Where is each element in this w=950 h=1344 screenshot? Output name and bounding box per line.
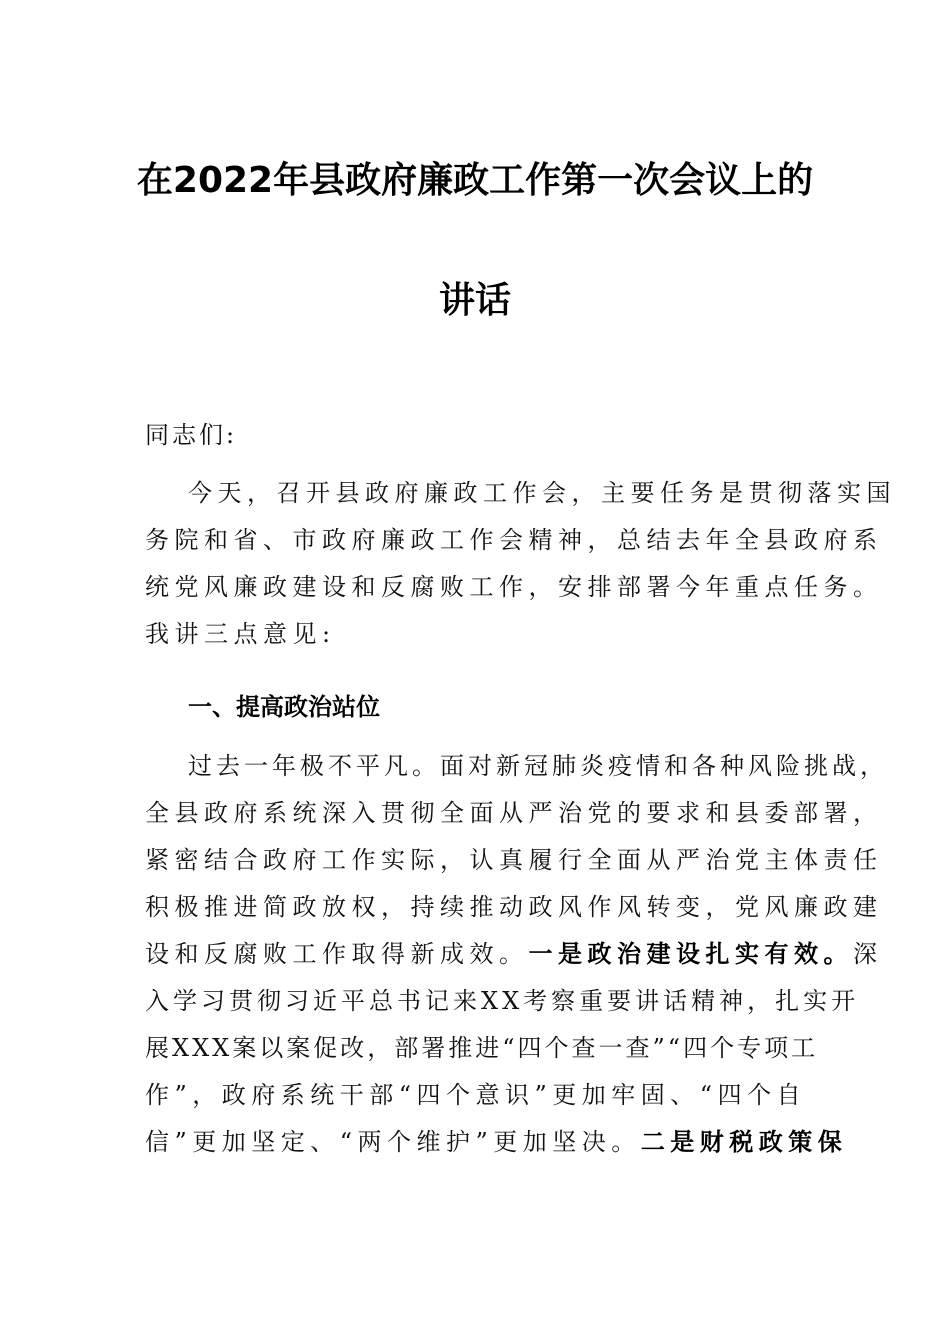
- paragraph-line: [145, 931, 883, 978]
- paragraph-text: 设和反腐败工作取得新成效。: [145, 940, 529, 968]
- document-title-line-1: 在2022年县政府廉政工作第一次会议上的: [136, 160, 814, 201]
- paragraph-line: 我讲三点意见:: [145, 620, 336, 648]
- paragraph-line: [145, 1119, 848, 1166]
- document-title-line-2: 讲话: [438, 280, 511, 321]
- paragraph-line: 入学习贯彻习近平总书记来XX考察重要讲话精神，扎实开: [145, 987, 860, 1015]
- paragraph-line: 务院和省、市政府廉政工作会精神，总结去年全县政府系: [145, 526, 883, 554]
- emphasis-text: 二是财税政策保: [640, 1128, 848, 1156]
- paragraph-line: 积极推进简政放权，持续推动政风作风转变，党风廉政建: [145, 893, 883, 921]
- paragraph-text: 信”更加坚定、“两个维护”更加坚决。: [145, 1128, 641, 1156]
- section-heading-1: 一、提高政治站位: [188, 693, 380, 721]
- paragraph-line: 紧密结合政府工作实际，认真履行全面从严治党主体责任: [145, 846, 883, 874]
- paragraph-line: 今天，召开县政府廉政工作会，主要任务是贯彻落实国: [188, 479, 896, 507]
- paragraph-text: 深: [853, 940, 883, 968]
- greeting: [145, 412, 825, 459]
- paragraph-line: 统党风廉政建设和反腐败工作，安排部署今年重点任务。: [145, 573, 883, 601]
- paragraph-line: 过去一年极不平凡。面对新冠肺炎疫情和各种风险挑战，: [188, 752, 888, 780]
- paragraph-line: 展XXX案以案促改，部署推进“四个查一查”“四个专项工: [145, 1034, 819, 1062]
- paragraph-section-1: [145, 743, 888, 1166]
- paragraph-line: 全县政府系统深入贯彻全面从严治党的要求和县委部署，: [145, 799, 883, 827]
- greeting-text: 同志们:: [145, 421, 238, 449]
- paragraph-intro: [145, 470, 896, 658]
- emphasis-text: 一是政治建设扎实有效。: [528, 940, 853, 968]
- paragraph-line: 作”，政府系统干部“四个意识”更加牢固、“四个自: [145, 1081, 807, 1109]
